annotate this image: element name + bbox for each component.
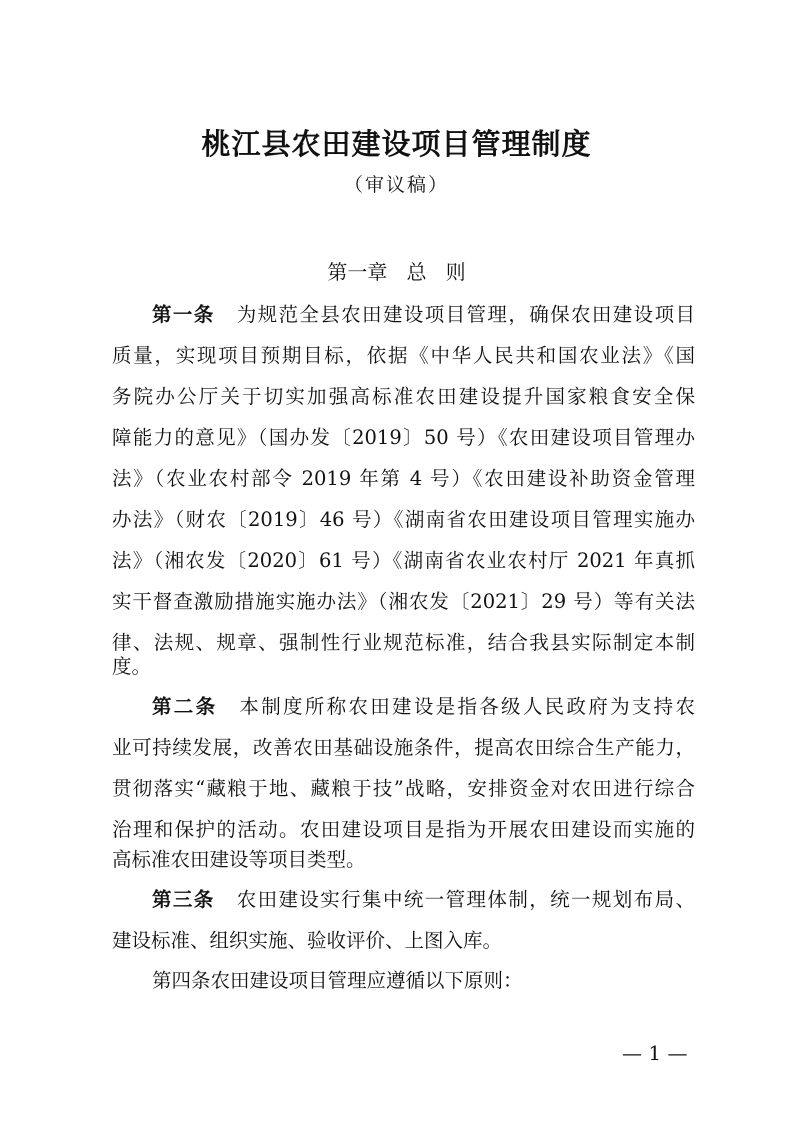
article-1-line-6: 办法》（财农〔2019〕46 号）《湖南省农田建设项目管理实施办 — [112, 508, 695, 531]
article-1-text: 为规范全县农田建设项目管理，确保农田建设项目 — [236, 303, 695, 326]
article-2-line-2: 业可持续发展，改善农田基础设施条件，提高农田综合生产能力， — [112, 736, 695, 759]
article-2-line-5: 高标准农田建设等项目类型。 — [112, 848, 366, 871]
article-2-line-3: 贯彻落实“藏粮于地、藏粮于技”战略，安排资金对农田进行综合 — [112, 777, 695, 800]
article-2-number: 第二条 — [152, 695, 218, 718]
document-title: 桃江县农田建设项目管理制度 — [201, 127, 592, 161]
chapter-heading: 第一章 总 则 — [327, 260, 466, 284]
article-3-line-1 — [152, 883, 695, 917]
article-3-text: 农田建设实行集中统一管理体制，统一规划布局、 — [236, 888, 695, 911]
article-2-line-4: 治理和保护的活动。农田建设项目是指为开展农田建设而实施的 — [112, 818, 695, 841]
document-subtitle: （审议稿） — [343, 174, 449, 196]
article-2-text: 本制度所称农田建设是指各级人民政府为支持农 — [239, 695, 695, 718]
article-1-line-5: 法》（农业农村部令 2019 年第 4 号）《农田建设补助资金管理 — [112, 467, 695, 490]
article-1-line-8: 实干督查激励措施实施办法》（湘农发〔2021〕29 号）等有关法 — [112, 590, 695, 613]
article-1-line-1 — [152, 298, 695, 332]
article-3-line-2: 建设标准、组织实施、验收评价、上图入库。 — [112, 929, 503, 952]
article-1-line-4: 障能力的意见》（国办发〔2019〕50 号）《农田建设项目管理办 — [112, 426, 695, 449]
article-2-line-1 — [152, 690, 695, 724]
article-1-line-9: 律、法规、规章、强制性行业规范标准，结合我县实际制定本制 — [112, 631, 695, 654]
page-number: — 1 — — [622, 1041, 688, 1065]
article-3-number: 第三条 — [152, 888, 215, 911]
article-1-line-2: 质量，实现项目预期目标，依据《中华人民共和国农业法》《国 — [112, 344, 695, 367]
article-1-number: 第一条 — [152, 303, 215, 326]
article-1-line-7: 法》（湘农发〔2020〕61 号）《湖南省农业农村厅 2021 年真抓 — [112, 549, 695, 572]
article-1-line-3: 务院办公厅关于切实加强高标准农田建设提升国家粮食安全保 — [112, 385, 695, 408]
article-1-line-10: 度。 — [112, 655, 152, 678]
article-4-line-1: 第四条农田建设项目管理应遵循以下原则： — [152, 969, 523, 992]
